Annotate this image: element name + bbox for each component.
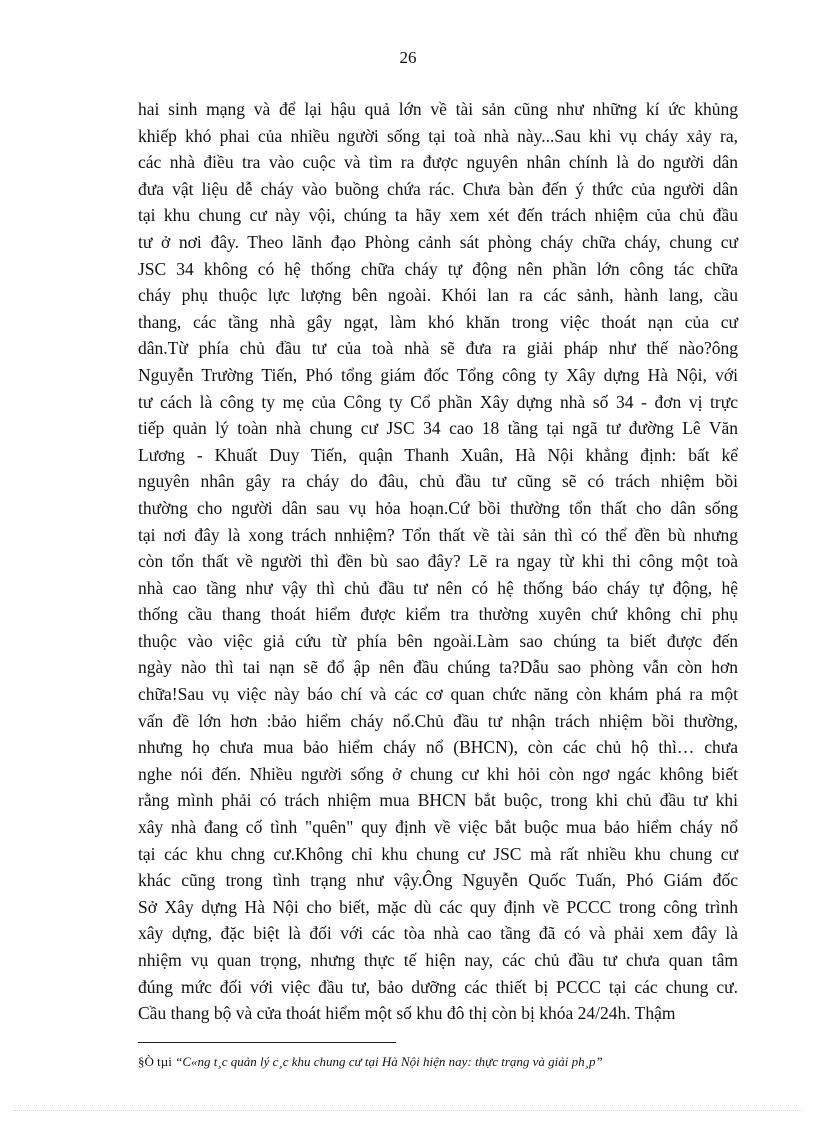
text-line: tiếp quản lý toàn nhà chung cư JSC 34 cao 18 tầng tại ngã tư đường Lê Văn [138, 418, 738, 439]
text-line: đưa vật liệu dễ cháy vào buồng chứa rác. Chưa bàn đến ý thức của người dân [138, 178, 738, 199]
text-line: nghe nói đến. Nhiều người sống ở chung cư khi hỏi còn ngơ ngác không biết [138, 763, 738, 784]
text-line: khác cũng trong tình trạng như vậy.Ông Nguyễn Quốc Tuấn, Phó Giám đốc [138, 870, 738, 891]
text-line: tại các khu chng cư.Không chỉ khu chung cư JSC mà rất nhiều khu chung cư [138, 843, 738, 864]
text-line: JSC 34 không có hệ thống chữa cháy tự động nên phần lớn công tác chữa [138, 258, 738, 279]
text-line: thang, các tầng nhà gây ngạt, làm khó khăn trong việc thoát nạn của cư [138, 311, 738, 332]
text-line: xây nhà đang cố tình "quên" quy định về việc bắt buộc mua bảo hiểm cháy nổ [138, 817, 738, 838]
footnote-prefix: §Ò tµi [138, 1054, 176, 1069]
text-line: xây dựng, đặc biệt là đối với các tòa nhà cao tầng đã có và phải xem đây là [138, 923, 738, 944]
text-line: nhà cao tầng như vậy thì chủ đầu tư nên có hệ thống báo cháy tự động, hệ [138, 577, 738, 598]
text-line: tư cách là công ty mẹ của Công ty Cổ phần Xây dựng nhà số 34 - đơn vị trực [138, 391, 738, 412]
text-line: tại nơi đây là xong trách nnhiệm? Tổn thất về tài sản thì có thể đền bù nhưng [138, 524, 738, 545]
text-line: ngày nào thì tai nạn sẽ đổ ập nên đầu chúng ta?Dẫu sao phòng vẫn còn hơn [138, 657, 738, 678]
text-line: rằng mình phải có trách nhiệm mua BHCN bắt buộc, trong khi chủ đầu tư khi [138, 790, 738, 811]
text-line: Cầu thang bộ và cửa thoát hiểm một số khu đô thị còn bị khóa 24/24h. Thậm [138, 1003, 676, 1024]
text-line: thống cầu thang thoát hiểm được kiểm tra thường xuyên chứ không chỉ phụ [138, 604, 738, 625]
text-line: thường cho người dân sau vụ hỏa hoạn.Cứ bồi thường tổn thất cho dân sống [138, 497, 738, 518]
footnote-title: “C«ng t¸c quản lý c¸c khu chung cư tại Hà Nội hiện nay: thực trạng và giải ph¸p” [175, 1054, 603, 1069]
text-line: đúng mức đối với việc đầu tư, bảo dưỡng các thiết bị PCCC tại các chung cư. [138, 976, 738, 997]
text-line: dân.Từ phía chủ đầu tư của toà nhà sẽ đưa ra giải pháp như thế nào?ông [138, 338, 738, 359]
page-number: 26 [399, 48, 417, 67]
text-line: khiếp khó phai của nhiều người sống tại toà nhà này...Sau khi vụ cháy xảy ra, [138, 125, 738, 146]
text-line: tư ở nơi đây. Theo lãnh đạo Phòng cảnh sát phòng cháy chữa cháy, chung cư [138, 231, 738, 252]
text-line: các nhà điều tra vào cuộc và tìm ra được nguyên nhân chính là do người dân [138, 152, 738, 173]
text-line: thuộc vào việc giả cứu từ phía bên ngoài.Làm sao chúng ta biết được đến [138, 630, 738, 651]
text-line: cháy phụ thuộc lực lượng bên ngoài. Khói lan ra các sảnh, hành lang, cầu [138, 285, 738, 306]
text-line: tại khu chung cư này vội, chúng ta hãy xem xét đến trách nhiệm của chủ đầu [138, 205, 738, 226]
text-line: nguyên nhân gây ra cháy do đâu, chủ đầu tư cũng sẽ có trách nhiệm bồi [138, 471, 738, 492]
text-line: vấn đề lớn hơn :bảo hiểm cháy nổ.Chủ đầu tư nhận trách nhiệm bồi thường, [138, 710, 738, 731]
text-line: Lương - Khuất Duy Tiến, quận Thanh Xuân, Hà Nội khẳng định: bất kể [138, 444, 738, 465]
text-line: hai sinh mạng và để lại hậu quả lớn về tài sản cũng như những kí ức khủng [138, 99, 738, 119]
text-line: còn tổn thất về người thì đền bù sao đây? Lẽ ra ngay từ khi thi công một toà [138, 551, 738, 572]
page-edge [14, 1110, 802, 1111]
text-line: chữa!Sau vụ việc này báo chí và các cơ quan chức năng còn khám phá ra một [138, 684, 738, 705]
body-text [138, 96, 738, 1027]
text-line: Sở Xây dựng Hà Nội cho biết, mặc dù các quy định về PCCC trong công trình [138, 896, 738, 917]
footnote [138, 1054, 758, 1070]
footnote-rule [138, 1042, 396, 1043]
text-line: nhiệm vụ quan trọng, nhưng thực tế hiện nay, các chủ đầu tư chưa quan tâm [138, 950, 738, 970]
text-line: Nguyễn Trường Tiến, Phó tổng giám đốc Tổng công ty Xây dựng Hà Nội, với [138, 364, 738, 385]
text-line: nhưng họ chưa mua bảo hiểm cháy nổ (BHCN), còn các chủ hộ thì… chưa [138, 737, 738, 758]
